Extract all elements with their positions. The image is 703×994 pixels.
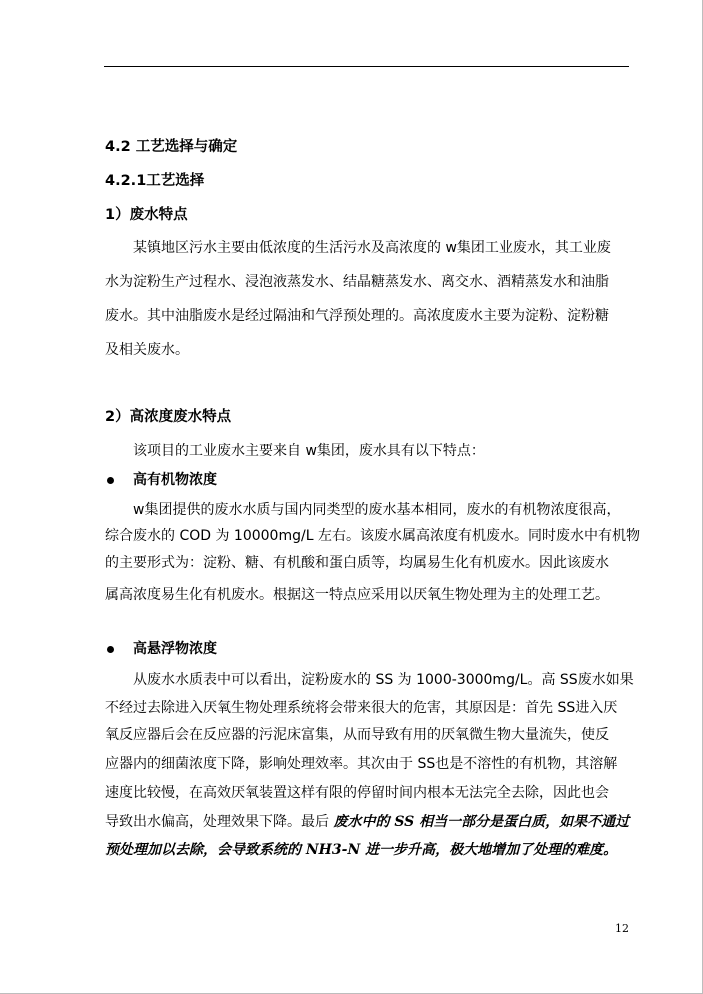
paragraph-line: 的主要形式为：淀粉、糖、有机酸和蛋白质等，均属易生化有机废水。因此该废水 bbox=[105, 555, 609, 571]
paragraph-line: 该项目的工业废水主要来自 w集团，废水具有以下特点： bbox=[133, 443, 485, 459]
paragraph-line: 属高浓度易生化有机废水。根据这一特点应采用以厌氧生物处理为主的处理工艺。 bbox=[105, 587, 609, 603]
paragraph-line: 速度比较慢，在高效厌氧装置这样有限的停留时间内根本无法完全去除，因此也会 bbox=[105, 785, 609, 801]
paragraph-line: 综合废水的 COD 为 10000mg/L 左右。该废水属高浓度有机废水。同时废水中有机物 bbox=[105, 528, 640, 544]
paragraph-line: w集团提供的废水水质与国内同类型的废水基本相同，废水的有机物浓度很高， bbox=[133, 502, 621, 518]
plain-text: 导致出水偏高，处理效果下降。最后 bbox=[105, 814, 334, 830]
emphasis-line: 预处理加以去除，会导致系统的 NH3-N 进一步升高，极大地增加了处理的难度。 bbox=[105, 842, 618, 858]
section-heading: 4.2 工艺选择与确定 bbox=[105, 139, 238, 155]
paragraph-line: 废水。其中油脂废水是经过隔油和气浮预处理的。高浓度废水主要为淀粉、淀粉糖 bbox=[105, 308, 609, 324]
subsection-heading: 4.2.1工艺选择 bbox=[105, 173, 205, 189]
page-number: 12 bbox=[615, 922, 629, 935]
wastewater-features-title: 1）废水特点 bbox=[105, 207, 188, 223]
bullet-icon bbox=[107, 477, 114, 484]
paragraph-line: 氧反应器后会在反应器的污泥床富集，从而导致有用的厌氧微生物大量流失，使反 bbox=[105, 727, 609, 743]
paragraph-line: 某镇地区污水主要由低浓度的生活污水及高浓度的 w集团工业废水，其工业废 bbox=[133, 240, 611, 256]
bullet-title: 高悬浮物浓度 bbox=[133, 641, 217, 657]
paragraph-line: 水为淀粉生产过程水、浸泡液蒸发水、结晶糖蒸发水、离交水、酒精蒸发水和油脂 bbox=[105, 274, 609, 290]
paragraph-line: 不经过去除进入厌氧生物处理系统将会带来很大的危害，其原因是：首先 SS进入厌 bbox=[105, 700, 618, 716]
bullet-icon bbox=[107, 646, 114, 653]
header-rule bbox=[104, 66, 629, 67]
paragraph-line bbox=[105, 812, 629, 832]
bullet-title: 高有机物浓度 bbox=[133, 472, 217, 488]
paragraph-line: 从废水水质表中可以看出，淀粉废水的 SS 为 1000-3000mg/L。高 SS废水如果 bbox=[133, 672, 634, 688]
high-concentration-title: 2）高浓度废水特点 bbox=[105, 409, 232, 425]
emphasis-text: 废水中的 SS 相当一部分是蛋白质，如果不通过 bbox=[333, 814, 630, 830]
paragraph-line: 应器内的细菌浓度下降，影响处理效率。其次由于 SS也是不溶性的有机物，其溶解 bbox=[105, 756, 618, 772]
paragraph-line: 及相关废水。 bbox=[105, 342, 189, 358]
